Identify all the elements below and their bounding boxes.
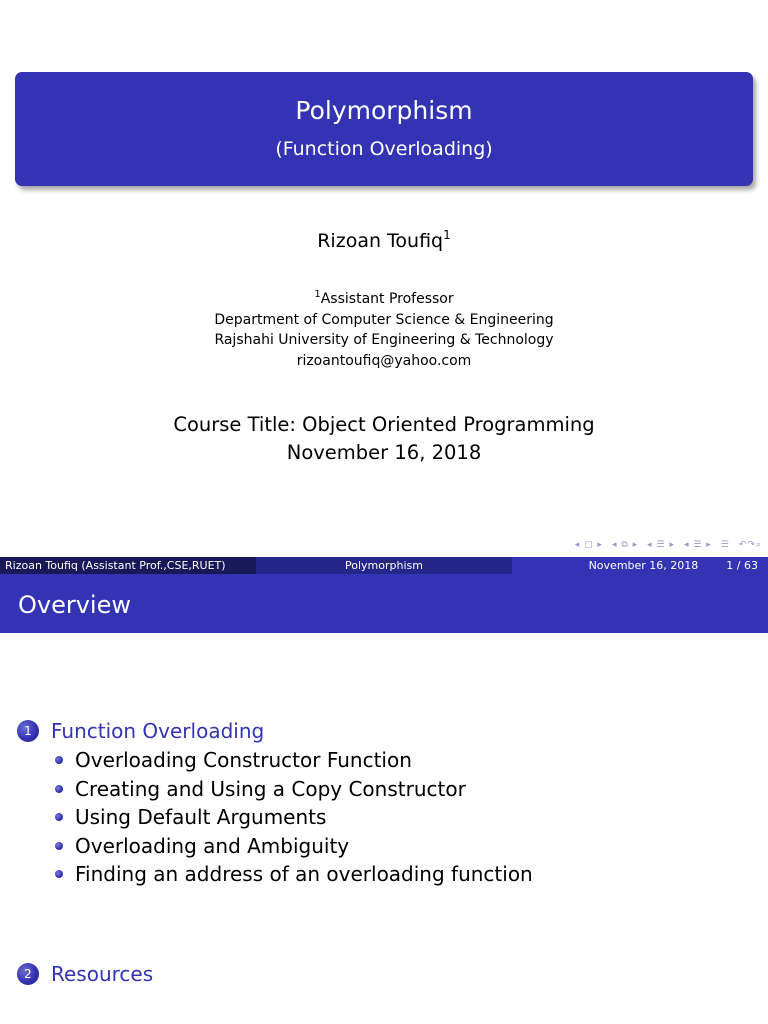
slide-subtitle: (Function Overloading) [275, 138, 493, 160]
subsection-label: Using Default Arguments [75, 805, 327, 829]
frame-title: Overview [18, 591, 131, 619]
subsection-label: Finding an address of an overloading function [75, 862, 533, 886]
slide-footer [0, 557, 768, 574]
subsection-label: Overloading and Ambiguity [75, 833, 350, 858]
bullet-icon [55, 842, 63, 850]
toc-section-2[interactable] [17, 960, 153, 988]
nav-toc-icon[interactable]: ☰ [720, 540, 730, 550]
affiliation-role-line [0, 289, 768, 310]
course-block [0, 411, 768, 467]
footer-date: November 16, 2018 [588, 559, 699, 572]
bullet-icon [55, 870, 63, 878]
toc-section-1[interactable] [17, 717, 264, 745]
footer-author: Rizoan Toufiq (Assistant Prof.,CSE,RUET) [0, 557, 256, 574]
nav-subsection-icon[interactable]: ◂ ☰ ▸ [683, 540, 712, 550]
footer-date-page [512, 557, 768, 574]
frame-title-bar [0, 574, 768, 633]
beamer-navigation-symbols [575, 538, 762, 552]
toc-subsection-item[interactable] [55, 775, 533, 804]
toc-subsection-item[interactable] [55, 832, 533, 861]
bullet-icon [55, 813, 63, 821]
author-email: rizoantoufiq@yahoo.com [296, 352, 472, 369]
author-name: Rizoan Toufiq [317, 230, 444, 252]
affiliation-footnote-mark: 1 [314, 289, 321, 300]
footer-title: Polymorphism [256, 557, 512, 574]
nav-prev-frame-icon[interactable]: ◂ ⧉ ▸ [611, 540, 639, 550]
bullet-icon [55, 756, 63, 764]
bullet-icon [55, 785, 63, 793]
affiliation-role: Assistant Professor [320, 291, 454, 307]
section-label: Resources [51, 962, 154, 986]
slide-title: Polymorphism [295, 96, 473, 125]
course-title: Course Title: Object Oriented Programming [173, 413, 595, 436]
affiliation-department: Department of Computer Science & Engineering [214, 311, 554, 328]
footer-page-number: 1 / 63 [726, 559, 758, 572]
author-footnote-mark: 1 [443, 228, 451, 242]
subsection-label: Creating and Using a Copy Constructor [75, 776, 466, 801]
section-number-badge: 1 [17, 720, 39, 742]
toc-subsection-item[interactable] [55, 746, 533, 775]
nav-prev-slide-icon[interactable]: ◂ ▢ ▸ [574, 540, 603, 550]
author-line [0, 228, 768, 254]
section-label: Function Overloading [51, 719, 265, 743]
nav-search-icon[interactable]: ↶↷⌕ [738, 540, 762, 550]
title-block [15, 72, 753, 186]
slide-date: November 16, 2018 [286, 441, 482, 464]
nav-section-icon[interactable]: ◂ ☰ ▸ [647, 540, 675, 550]
toc-subsection-item[interactable] [55, 860, 533, 889]
affiliation-university: Rajshahi University of Engineering & Technology [214, 332, 554, 348]
affiliation-block [0, 289, 768, 371]
section-number-badge: 2 [17, 963, 39, 985]
toc-subsection-list [55, 746, 533, 889]
toc-subsection-item[interactable] [55, 803, 533, 832]
subsection-label: Overloading Constructor Function [75, 748, 412, 772]
